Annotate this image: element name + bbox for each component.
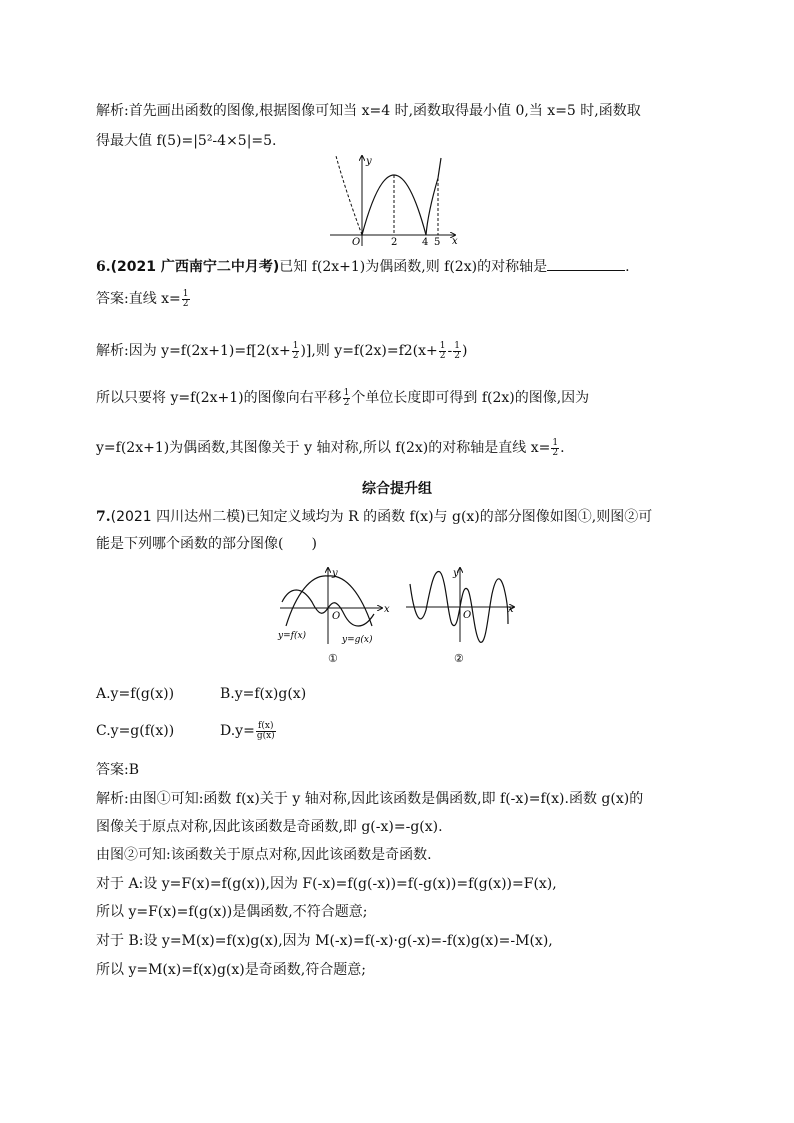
question-6: 6.(2021 广西南宁二中月考)已知 f(2x+1)为偶函数,则 f(2x)的对称轴是 . (96, 256, 630, 277)
analysis-7-line-5: 所以 y=F(x)=f(g(x))是偶函数,不符合题意; (96, 904, 368, 920)
analysis-6-line-2: 所以只要将 y=f(2x+1)的图像向右平移 $\frac{1}{2}$ 个单位长度即可得到 f(2x)的图像,因为 (96, 387, 590, 408)
svg-text:y: y (453, 568, 459, 579)
svg-text:x: x (508, 604, 514, 615)
figure-2 (404, 564, 520, 668)
analysis-5-line-1: 解析:首先画出函数的图像,根据图像可知当 x=4 时,函数取得最小值 0,当 x=5 时,函数取 (96, 103, 641, 119)
section-heading: 综合提升组 (362, 481, 432, 497)
graph-abs-quadratic (330, 152, 470, 248)
analysis-7-line-4: 对于 A:设 y=F(x)=f(g(x)),因为 F(-x)=f(g(-x))=f(-g(x))=f(g(x))=F(x), (96, 876, 557, 892)
answer-blank (547, 256, 625, 271)
svg-text:5: 5 (434, 237, 441, 248)
svg-text:y=f(x): y=f(x) (278, 631, 307, 641)
svg-text:y: y (366, 156, 372, 167)
answer-7: 答案:B (96, 762, 140, 778)
question-7-line-2: 能是下列哪个函数的部分图像( ) (96, 536, 317, 552)
figure-1 (276, 564, 396, 668)
analysis-7-line-6: 对于 B:设 y=M(x)=f(x)g(x),因为 M(-x)=f(-x)·g(-x)=-f(x)g(x)=-M(x), (96, 933, 553, 949)
analysis-7-line-2: 图像关于原点对称,因此该函数是奇函数,即 g(-x)=-g(x). (96, 819, 443, 835)
option-c: C.y=g(f(x)) (96, 723, 175, 739)
answer-6: 答案:直线 x= $\frac{1}{2}$ (96, 288, 189, 309)
option-d: D.y= $\frac{f(x)}{g(x)}$ (220, 720, 275, 741)
svg-text:x: x (384, 604, 390, 615)
analysis-7-line-3: 由图②可知:该函数关于原点对称,因此该函数是奇函数. (96, 847, 432, 863)
analysis-7-line-7: 所以 y=M(x)=f(x)g(x)是奇函数,符合题意; (96, 962, 366, 978)
analysis-6-line-1: 解析:因为 y=f(2x+1)=f[2(x+ $\frac{1}{2}$ )],则 y=f(2x)=f2(x+ $\frac{1}{2}$ - $\frac{1}{2}$ ) (96, 340, 468, 361)
svg-text:O: O (352, 237, 361, 248)
option-a: A.y=f(g(x)) (96, 686, 175, 702)
analysis-6-line-3: y=f(2x+1)为偶函数,其图像关于 y 轴对称,所以 f(2x)的对称轴是直线 x= $\frac{1}{2}$ . (96, 437, 565, 458)
svg-text:y: y (332, 568, 338, 579)
svg-text:O: O (332, 611, 341, 622)
svg-text:y=g(x): y=g(x) (342, 635, 373, 645)
question-7-line-1: 7.(2021 四川达州二模)已知定义域均为 R 的函数 f(x)与 g(x)的部分图像如图①,则图②可 (96, 509, 653, 525)
svg-text:②: ② (454, 652, 464, 665)
analysis-5-line-2: 得最大值 f(5)=|5²-4×5|=5. (96, 133, 277, 149)
svg-text:O: O (463, 610, 472, 621)
svg-text:4: 4 (422, 237, 429, 248)
svg-text:①: ① (328, 652, 338, 665)
option-b: B.y=f(x)g(x) (220, 686, 307, 702)
analysis-label: 解析 (96, 103, 124, 119)
svg-text:x: x (452, 236, 458, 247)
svg-text:2: 2 (391, 237, 398, 248)
analysis-7-line-1: 解析:由图①可知:函数 f(x)关于 y 轴对称,因此该函数是偶函数,即 f(-x)=f(x).函数 g(x)的 (96, 791, 644, 807)
